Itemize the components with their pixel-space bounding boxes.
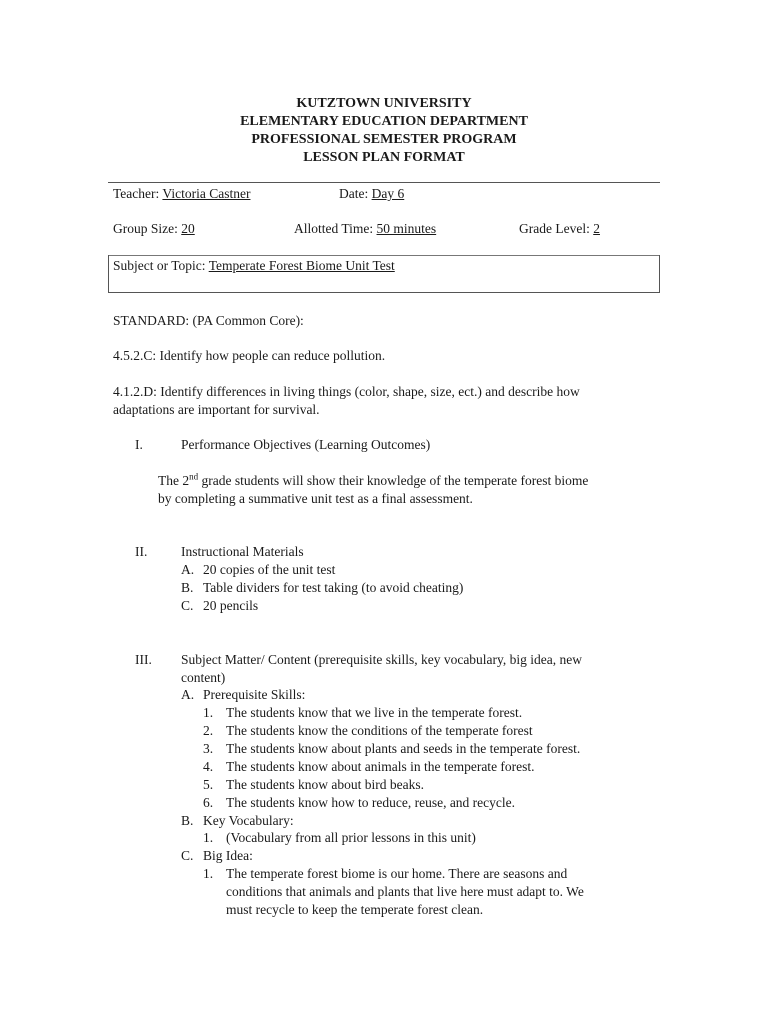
standard-heading: STANDARD: (PA Common Core):	[113, 313, 304, 328]
big-idea-text: conditions that animals and plants that live here must adapt to. We	[226, 884, 584, 899]
section-title: Subject Matter/ Content (prerequisite skills, key vocabulary, big idea, new	[181, 652, 583, 667]
standard-item: 4.1.2.D: Identify differences in living things (color, shape, size, ect.) and describe how	[113, 384, 580, 399]
list-item: The students know that we live in the temperate forest.	[226, 705, 523, 720]
list-item: Table dividers for test taking (to avoid cheating)	[203, 580, 464, 595]
subject-box-right-border	[659, 255, 660, 293]
ordinal-suffix: nd	[189, 471, 199, 482]
list-marker: C.	[181, 598, 194, 613]
subsection-title: Prerequisite Skills:	[203, 687, 306, 702]
section-title-continued: content)	[181, 670, 226, 685]
section-title: Instructional Materials	[181, 544, 304, 559]
list-marker: 3.	[203, 741, 214, 756]
section-numeral: III.	[135, 652, 152, 667]
subject-box-left-border	[108, 255, 109, 293]
subject-value: Temperate Forest Biome Unit Test	[208, 258, 395, 273]
group-size-field	[113, 221, 195, 237]
list-marker: 1.	[203, 705, 214, 720]
teacher-value: Victoria Castner	[162, 186, 251, 201]
standard-item-continued: adaptations are important for survival.	[113, 402, 320, 417]
date-value: Day 6	[371, 186, 405, 201]
section-numeral: I.	[135, 437, 143, 452]
objective-text: The 2nd grade students will show their knowledge of the temperate forest biome	[158, 471, 589, 488]
group-size-label: Group Size:	[113, 221, 178, 236]
list-marker: 1.	[203, 830, 214, 845]
list-marker: 6.	[203, 795, 214, 810]
teacher-label: Teacher:	[113, 186, 160, 201]
info-divider	[108, 255, 660, 256]
list-marker: 5.	[203, 777, 214, 792]
objective-text-continued: by completing a summative unit test as a final assessment.	[158, 491, 473, 506]
list-marker: B.	[181, 580, 194, 595]
document-title: LESSON PLAN FORMAT	[303, 150, 465, 165]
university-name: KUTZTOWN UNIVERSITY	[296, 96, 472, 111]
list-item: 20 pencils	[203, 598, 259, 613]
list-marker: B.	[181, 813, 194, 828]
grade-level-label: Grade Level:	[519, 221, 590, 236]
big-idea-text: must recycle to keep the temperate forest clean.	[226, 902, 484, 917]
list-marker: A.	[181, 687, 195, 702]
list-marker: C.	[181, 848, 194, 863]
subject-label: Subject or Topic:	[113, 258, 206, 273]
grade-level-field	[519, 221, 600, 237]
section-title: Performance Objectives (Learning Outcomes)	[181, 437, 431, 452]
list-item: The students know about animals in the temperate forest.	[226, 759, 535, 774]
allotted-time-value: 50 minutes	[376, 221, 437, 236]
date-field	[339, 186, 404, 202]
list-marker: 1.	[203, 866, 214, 881]
document-header	[0, 95, 768, 167]
allotted-time-label: Allotted Time:	[294, 221, 374, 236]
standard-item: 4.5.2.C: Identify how people can reduce pollution.	[113, 348, 386, 363]
list-item: The students know the conditions of the temperate forest	[226, 723, 533, 738]
subsection-title: Big Idea:	[203, 848, 253, 863]
list-item: The students know about bird beaks.	[226, 777, 424, 792]
list-item: The students know about plants and seeds in the temperate forest.	[226, 741, 581, 756]
teacher-field	[113, 186, 250, 202]
list-marker: 2.	[203, 723, 214, 738]
list-item: 20 copies of the unit test	[203, 562, 336, 577]
subsection-title: Key Vocabulary:	[203, 813, 294, 828]
program-name: PROFESSIONAL SEMESTER PROGRAM	[251, 132, 517, 147]
group-size-value: 20	[181, 221, 195, 236]
list-marker: 4.	[203, 759, 214, 774]
list-item: (Vocabulary from all prior lessons in this unit)	[226, 830, 476, 845]
big-idea-text: The temperate forest biome is our home. There are seasons and	[226, 866, 568, 881]
list-marker: A.	[181, 562, 195, 577]
section-numeral: II.	[135, 544, 148, 559]
date-label: Date:	[339, 186, 369, 201]
subject-field	[113, 258, 395, 274]
grade-level-value: 2	[593, 221, 600, 236]
department-name: ELEMENTARY EDUCATION DEPARTMENT	[240, 114, 528, 129]
list-item: The students know how to reduce, reuse, and recycle.	[226, 795, 516, 810]
allotted-time-field	[294, 221, 436, 237]
